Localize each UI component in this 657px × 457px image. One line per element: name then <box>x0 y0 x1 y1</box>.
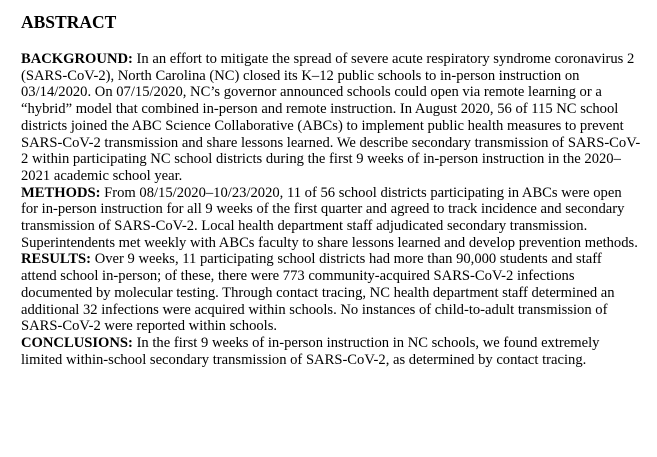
background-label: BACKGROUND: <box>21 51 133 67</box>
abstract-page <box>21 10 641 368</box>
methods-label: METHODS: <box>21 184 101 201</box>
methods-section <box>21 185 641 252</box>
conclusions-label: CONCLUSIONS: <box>21 334 133 351</box>
conclusions-text: In the first 9 weeks of in-person instruction in NC schools, we found extremely limited within-school secondary transmission of SARS-CoV-2, as determined by contact tracing. <box>21 334 600 368</box>
background-section <box>21 51 641 185</box>
background-text: In an effort to mitigate the spread of severe acute respiratory syndrome coronavirus 2 (SARS-CoV-2), North Carolina (NC) closed its K–12 public schools to in-person instruction on 03/14/2020. On 07/15/2020, NC’s governor announced schools could open via remote learning or a “hybrid” model that combined in-person and remote instruction. In August 2020, 56 of 115 NC school districts joined the ABC Science Collaborative (ABCs) to implement public health measures to prevent SARS-CoV-2 transmission and share lessons learned. We describe secondary transmission of SARS-CoV-2 within participating NC school districts during the first 9 weeks of in-person instruction in the 2020–2021 academic school year. <box>21 51 641 184</box>
methods-text: From 08/15/2020–10/23/2020, 11 of 56 school districts participating in ABCs were open for in-person instruction for all 9 weeks of the first quarter and agreed to track incidence and secondary transmission of SARS-CoV-2. Local health department staff adjudicated secondary transmission. Superintendents met weekly with ABCs faculty to share lessons learned and develop prevention methods. <box>21 184 638 251</box>
results-text: Over 9 weeks, 11 participating school districts had more than 90,000 students and staff attend school in-person; of these, there were 773 community-acquired SARS-CoV-2 infections documented by molecular testing. Through contact tracing, NC health department staff determined an additional 32 infections were acquired within schools. No instances of child-to-adult transmission of SARS-CoV-2 were reported within schools. <box>21 251 615 335</box>
results-label: RESULTS: <box>21 251 92 268</box>
abstract-title: ABSTRACT <box>21 12 117 32</box>
results-section <box>21 251 641 335</box>
conclusions-section <box>21 335 641 368</box>
